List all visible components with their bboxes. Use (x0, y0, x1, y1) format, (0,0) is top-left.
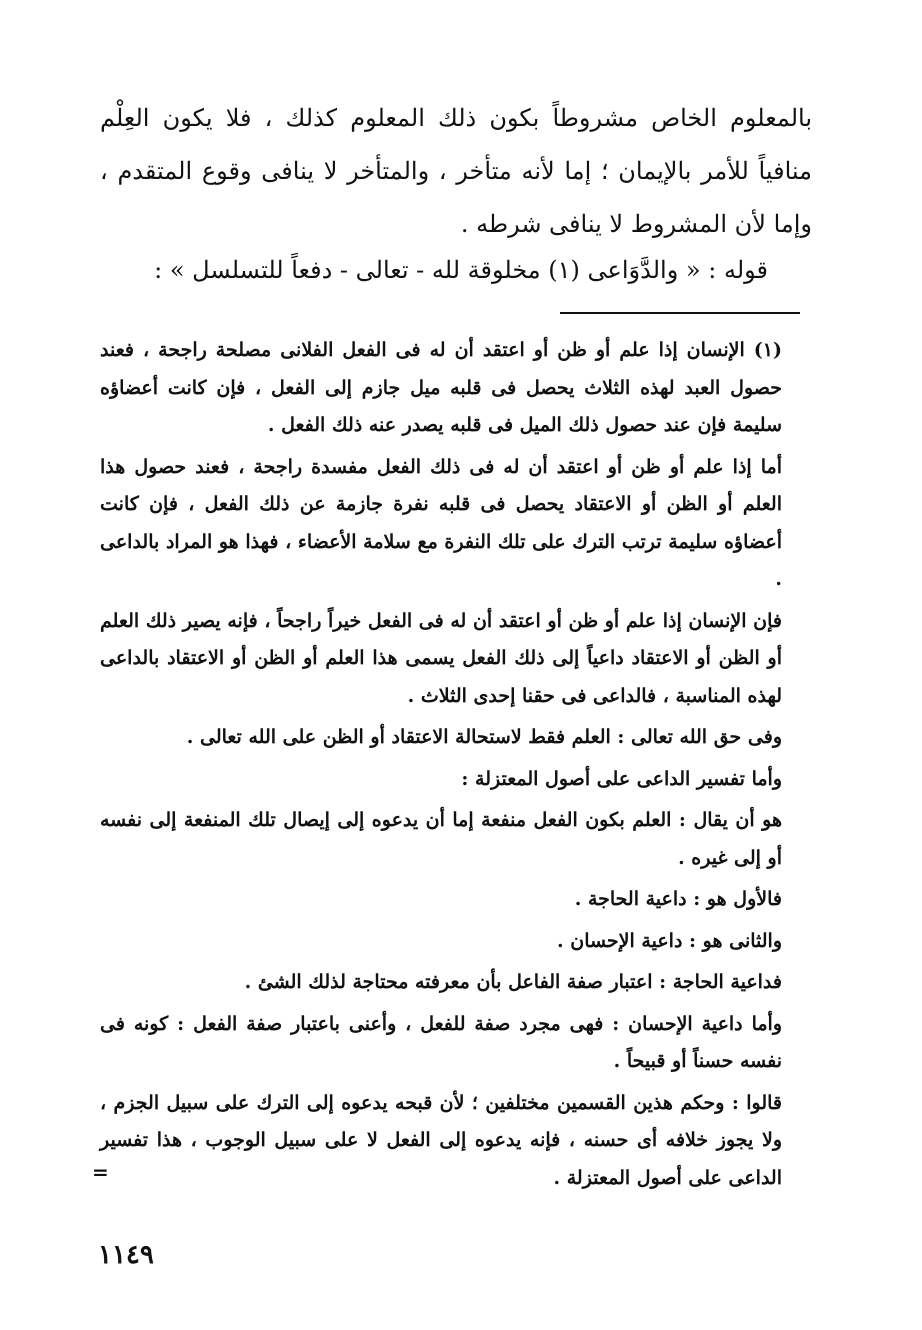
footnote-paragraph: فإن الإنسان إذا علم أو ظن أو اعتقد أن له فى الفعل خيراً راجحاً ، فإنه يصير ذلك العلم أو الظن أو الاعتقاد داعياً إلى ذلك الفعل يسمى هذا العلم أو الظن أو الاعتقاد بالداعى لهذه المناسبة ، فالداعى فى حقنا إحدى الثلاث . (100, 609, 782, 707)
footnote-paragraph: وأما تفسير الداعى على أصول المعتزلة : (461, 767, 782, 790)
page-number: ١١٤٩ (98, 1240, 154, 1270)
continuation-mark: = (92, 1160, 109, 1184)
quoted-phrase: قوله : « والدَّوَاعى (١) مخلوقة لله - تعالى - دفعاً للتسلسل » : (154, 256, 768, 284)
footnote-paragraph: (١) الإنسان إذا علم أو ظن أو اعتقد أن له فى الفعل الفلانى مصلحة راجحة ، فعند حصول العبد لهذه الثلاث يحصل فى قلبه ميل جازم إلى الفعل ، فإن كانت أعضاؤه سليمة فإن عند حصول ذلك الميل فى قلبه يصدر عنه ذلك الفعل . (100, 339, 782, 436)
main-text (100, 92, 812, 251)
footnote-paragraph: هو أن يقال : العلم بكون الفعل منفعة إما أن يدعوه إلى إيصال تلك المنفعة إلى نفسه أو إلى غيره . (100, 809, 782, 869)
footnotes (100, 332, 812, 1201)
footnote-paragraph: فداعية الحاجة : اعتبار صفة الفاعل بأن معرفته محتاجة لذلك الشئ . (244, 971, 782, 993)
main-paragraph: بالمعلوم الخاص مشروطاً بكون ذلك المعلوم كذلك ، فلا يكون العِلْم منافياً للأمر بالإيمان ؛ إما لأنه متأخر ، والمتأخر لا ينافى وقوع المتقدم ، وإما لأن المشروط لا ينافى شرطه . (100, 104, 812, 238)
footnote-paragraph: وأما داعية الإحسان : فهى مجرد صفة للفعل ، وأعنى باعتبار صفة الفعل : كونه فى نفسه حسناً أو قبيحاً . (100, 1012, 782, 1072)
footnote-paragraph: والثانى هو : داعية الإحسان . (557, 929, 782, 952)
footnote-paragraph: قالوا : وحكم هذين القسمين مختلفين ؛ لأن قبحه يدعوه إلى الترك على سبيل الجزم ، ولا يجوز خلافه أى حسنه ، فإنه يدعوه إلى الفعل لا على سبيل الوجوب ، هذا تفسير الداعى على أصول المعتزلة . (100, 1091, 782, 1189)
footnote-paragraph: فالأول هو : داعية الحاجة . (574, 888, 782, 910)
footnote-paragraph: وفى حق الله تعالى : العلم فقط لاستحالة الاعتقاد أو الظن على الله تعالى . (186, 726, 782, 748)
footnote-separator (560, 312, 800, 314)
footnote-paragraph: أما إذا علم أو ظن أو اعتقد أن له فى ذلك الفعل مفسدة راجحة ، فعند حصول هذا العلم أو الظن أو الاعتقاد يحصل فى قلبه نفرة جازمة عن ذلك الفعل ، فإن كانت أعضاؤه سليمة ترتب الترك على تلك النفرة مع سلامة الأعضاء ، فهذا هو المراد بالداعى . (100, 455, 782, 590)
